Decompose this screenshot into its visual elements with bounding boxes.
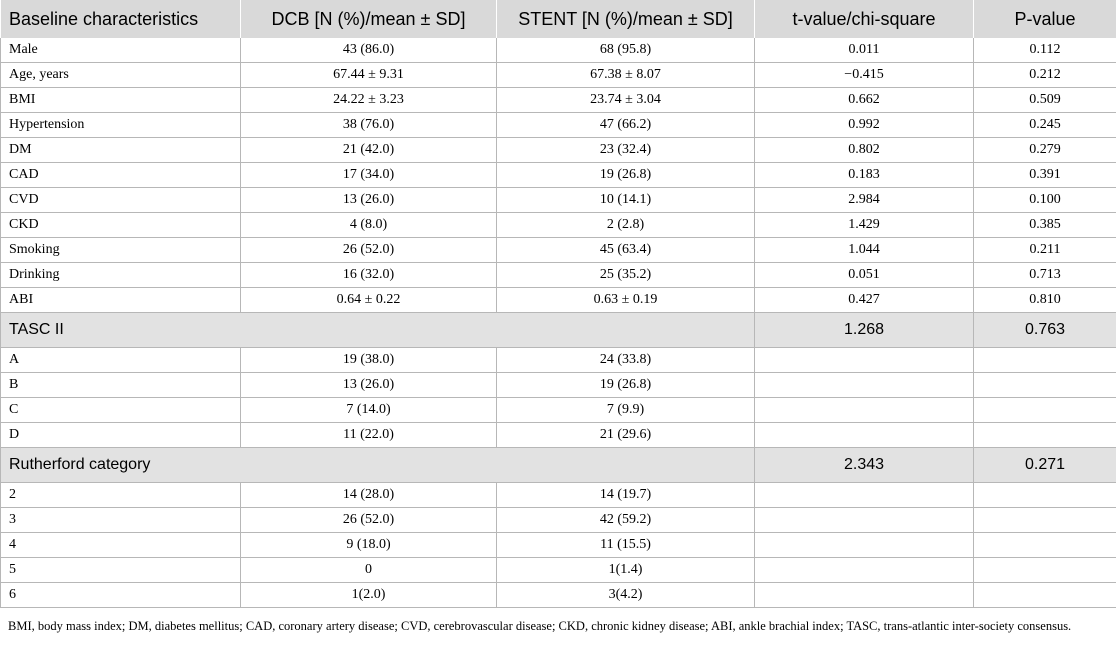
row-label: DM: [1, 138, 241, 163]
test-statistic-value: −0.415: [755, 63, 974, 88]
row-label: Male: [1, 38, 241, 63]
table-row: [1, 533, 1116, 558]
table-row: [1, 423, 1116, 448]
test-statistic-value: [755, 483, 974, 508]
row-label: D: [1, 423, 241, 448]
stent-value: 47 (66.2): [497, 113, 755, 138]
row-label: 5: [1, 558, 241, 583]
header-p-value: P-value: [974, 0, 1116, 38]
test-statistic-value: 1.429: [755, 213, 974, 238]
test-statistic-value: [755, 508, 974, 533]
dcb-value: 16 (32.0): [241, 263, 497, 288]
test-statistic-value: 0.011: [755, 38, 974, 63]
p-value: [974, 558, 1116, 583]
p-value: [974, 348, 1116, 373]
dcb-value: 26 (52.0): [241, 238, 497, 263]
table-row: [1, 38, 1116, 63]
table-row: [1, 138, 1116, 163]
table-footnote: BMI, body mass index; DM, diabetes mellitus; CAD, coronary artery disease; CVD, cerebrovascular disease; CKD, chronic kidney disease; ABI, ankle brachial index; TASC, trans-atlantic inter-society consensus.: [8, 619, 1072, 633]
p-value: 0.509: [974, 88, 1116, 113]
table-row: [1, 373, 1116, 398]
dcb-value: 21 (42.0): [241, 138, 497, 163]
p-value: 0.391: [974, 163, 1116, 188]
p-value: 0.279: [974, 138, 1116, 163]
p-value: 0.385: [974, 213, 1116, 238]
stent-value: 24 (33.8): [497, 348, 755, 373]
p-value: 0.713: [974, 263, 1116, 288]
group-label: TASC II: [1, 313, 755, 348]
header-dcb: DCB [N (%)/mean ± SD]: [241, 0, 497, 38]
stent-value: 14 (19.7): [497, 483, 755, 508]
group-label: Rutherford category: [1, 448, 755, 483]
p-value: [974, 483, 1116, 508]
stent-value: 25 (35.2): [497, 263, 755, 288]
row-label: Smoking: [1, 238, 241, 263]
header-row: [1, 0, 1116, 38]
p-value: 0.112: [974, 38, 1116, 63]
test-statistic-value: 0.427: [755, 288, 974, 313]
table-row: [1, 508, 1116, 533]
test-statistic-value: [755, 373, 974, 398]
table-row: [1, 113, 1116, 138]
dcb-value: 11 (22.0): [241, 423, 497, 448]
row-label: B: [1, 373, 241, 398]
header-baseline-characteristics: Baseline characteristics: [1, 0, 241, 38]
dcb-value: 1(2.0): [241, 583, 497, 608]
p-value: [974, 373, 1116, 398]
row-label: ABI: [1, 288, 241, 313]
test-statistic-value: [755, 558, 974, 583]
test-statistic-value: 0.183: [755, 163, 974, 188]
row-label: 4: [1, 533, 241, 558]
stent-value: 68 (95.8): [497, 38, 755, 63]
test-statistic-value: [755, 398, 974, 423]
table-row: [1, 348, 1116, 373]
table-row: [1, 163, 1116, 188]
dcb-value: 19 (38.0): [241, 348, 497, 373]
test-statistic-value: [755, 533, 974, 558]
table-row: [1, 558, 1116, 583]
p-value: 0.245: [974, 113, 1116, 138]
dcb-value: 38 (76.0): [241, 113, 497, 138]
header-test-statistic: t-value/chi-square: [755, 0, 974, 38]
table-row: [1, 398, 1116, 423]
stent-value: 10 (14.1): [497, 188, 755, 213]
table-row: [1, 483, 1116, 508]
table-row: [1, 188, 1116, 213]
header-stent: STENT [N (%)/mean ± SD]: [497, 0, 755, 38]
table-row: [1, 88, 1116, 113]
test-statistic-value: 0.802: [755, 138, 974, 163]
group-header-row: [1, 448, 1116, 483]
stent-value: 19 (26.8): [497, 163, 755, 188]
p-value: [974, 583, 1116, 608]
table-row: [1, 238, 1116, 263]
dcb-value: 26 (52.0): [241, 508, 497, 533]
test-statistic-value: [755, 423, 974, 448]
test-statistic-value: 0.051: [755, 263, 974, 288]
dcb-value: 0.64 ± 0.22: [241, 288, 497, 313]
p-value: [974, 533, 1116, 558]
row-label: Age, years: [1, 63, 241, 88]
dcb-value: 9 (18.0): [241, 533, 497, 558]
row-label: CVD: [1, 188, 241, 213]
row-label: 2: [1, 483, 241, 508]
p-value: 0.100: [974, 188, 1116, 213]
test-statistic-value: 0.662: [755, 88, 974, 113]
stent-value: 3(4.2): [497, 583, 755, 608]
stent-value: 1(1.4): [497, 558, 755, 583]
row-label: CKD: [1, 213, 241, 238]
row-label: Hypertension: [1, 113, 241, 138]
p-value: [974, 398, 1116, 423]
row-label: 3: [1, 508, 241, 533]
test-statistic-value: 1.044: [755, 238, 974, 263]
table-body: [1, 38, 1116, 608]
stent-value: 7 (9.9): [497, 398, 755, 423]
dcb-value: 4 (8.0): [241, 213, 497, 238]
dcb-value: 13 (26.0): [241, 188, 497, 213]
row-label: CAD: [1, 163, 241, 188]
table-row: [1, 63, 1116, 88]
dcb-value: 13 (26.0): [241, 373, 497, 398]
stent-value: 19 (26.8): [497, 373, 755, 398]
group-header-row: [1, 313, 1116, 348]
stent-value: 45 (63.4): [497, 238, 755, 263]
stent-value: 67.38 ± 8.07: [497, 63, 755, 88]
test-statistic-value: 2.984: [755, 188, 974, 213]
table-row: [1, 263, 1116, 288]
stent-value: 23 (32.4): [497, 138, 755, 163]
p-value: [974, 423, 1116, 448]
dcb-value: 67.44 ± 9.31: [241, 63, 497, 88]
p-value: 0.212: [974, 63, 1116, 88]
table-header: [1, 0, 1116, 38]
test-statistic-value: [755, 348, 974, 373]
stent-value: 21 (29.6): [497, 423, 755, 448]
dcb-value: 0: [241, 558, 497, 583]
stent-value: 23.74 ± 3.04: [497, 88, 755, 113]
group-test-statistic: 1.268: [755, 313, 974, 348]
p-value: 0.211: [974, 238, 1116, 263]
p-value: [974, 508, 1116, 533]
dcb-value: 43 (86.0): [241, 38, 497, 63]
test-statistic-value: 0.992: [755, 113, 974, 138]
stent-value: 0.63 ± 0.19: [497, 288, 755, 313]
table-row: [1, 583, 1116, 608]
group-p-value: 0.271: [974, 448, 1116, 483]
group-p-value: 0.763: [974, 313, 1116, 348]
p-value: 0.810: [974, 288, 1116, 313]
dcb-value: 17 (34.0): [241, 163, 497, 188]
stent-value: 2 (2.8): [497, 213, 755, 238]
table-row: [1, 288, 1116, 313]
stent-value: 11 (15.5): [497, 533, 755, 558]
row-label: C: [1, 398, 241, 423]
row-label: 6: [1, 583, 241, 608]
table-row: [1, 213, 1116, 238]
stent-value: 42 (59.2): [497, 508, 755, 533]
dcb-value: 7 (14.0): [241, 398, 497, 423]
dcb-value: 14 (28.0): [241, 483, 497, 508]
row-label: BMI: [1, 88, 241, 113]
row-label: Drinking: [1, 263, 241, 288]
test-statistic-value: [755, 583, 974, 608]
row-label: A: [1, 348, 241, 373]
dcb-value: 24.22 ± 3.23: [241, 88, 497, 113]
group-test-statistic: 2.343: [755, 448, 974, 483]
